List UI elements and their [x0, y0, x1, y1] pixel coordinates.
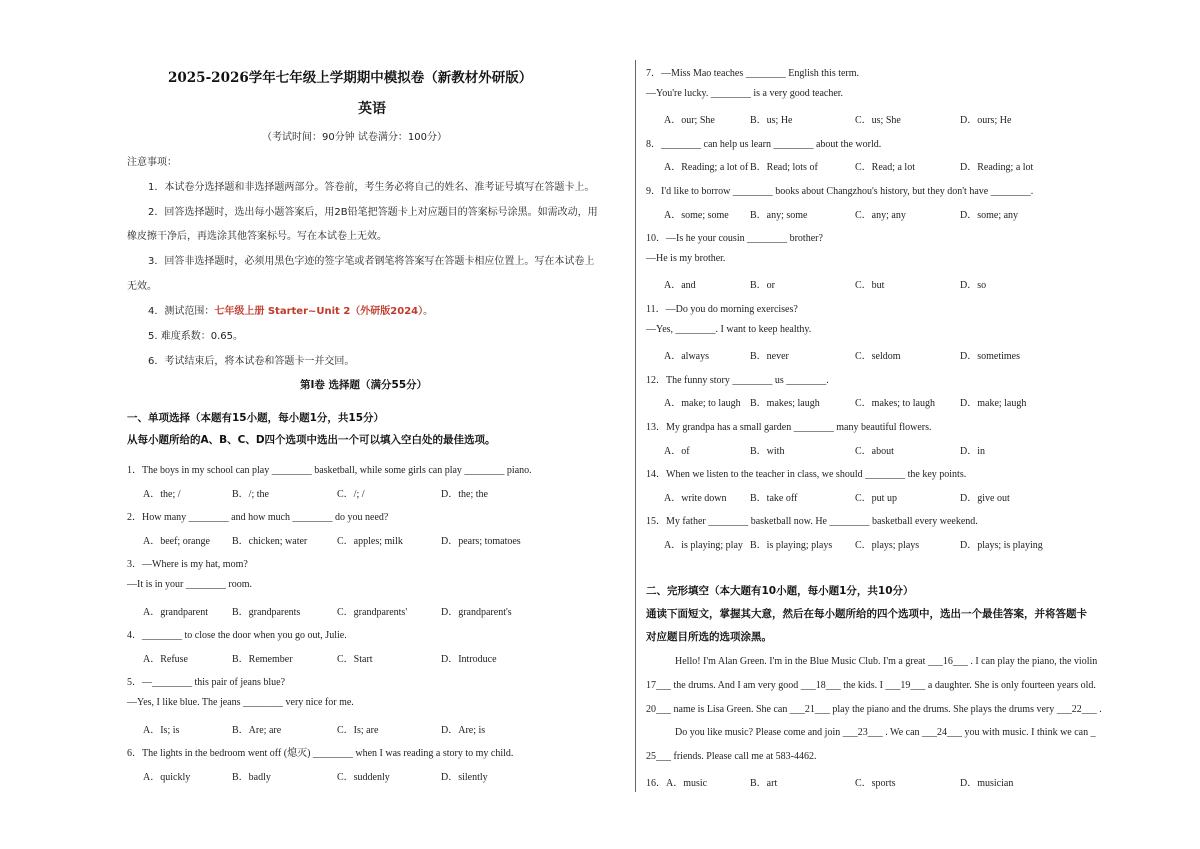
cloze-line-1: Hello! I'm Alan Green. I'm in the Blue Music Club. I'm a great ___16___ . I can play the piano, the violin [675, 656, 1098, 667]
cloze-line-4: Do you like music? Please come and join ___23___ . We can ___24___ you with music. I think we can _ [675, 727, 1096, 738]
question-option-c: C．us; She [855, 115, 901, 127]
exam-info: （考试时间：90分钟 试卷满分：100分） [262, 132, 447, 143]
question-dialogue-line: —Yes, I like blue. The jeans ________ very nice for me. [127, 697, 354, 708]
question-option-c: C．but [855, 280, 885, 292]
question-stem: 9．I'd like to borrow ________ books about Changzhou's history, but they don't have ________. [646, 186, 1034, 197]
note-2a: 2．回答选择题时，选出每小题答案后，用2B铅笔把答题卡上对应题目的答案标号涂黑。如需改动，用 [148, 207, 598, 218]
question-option-c: C．grandparents' [337, 606, 408, 618]
question-option-b: B．is playing; plays [750, 540, 833, 551]
question-option-d: D．the; the [441, 488, 488, 500]
question-option-a: A．always [664, 351, 709, 363]
exam-title: 2025-2026学年七年级上学期期中模拟卷（新教材外研版） [168, 70, 533, 86]
question-option-a: A．grandparent [143, 606, 208, 618]
q16-option-b: B．art [750, 778, 778, 789]
question-option-a: A．write down [664, 492, 727, 504]
question-option-c: C．plays; plays [855, 540, 920, 551]
question-stem: 5．—________ this pair of jeans blue? [127, 677, 286, 689]
section-2-instructions-b: 对应题目所选的选项涂黑。 [646, 631, 772, 643]
question-option-c: C．Read; a lot [855, 162, 915, 174]
question-option-b: B．with [750, 445, 785, 457]
question-option-c: C．/; / [337, 488, 365, 500]
question-stem: 2．How many ________ and how much ________ do you need? [127, 512, 389, 524]
question-dialogue-line: —It is in your ________ room. [127, 579, 252, 590]
question-option-b: B．or [750, 280, 775, 292]
question-option-b: B．us; He [750, 115, 793, 127]
question-option-d: D．silently [441, 771, 488, 783]
cloze-line-5: 25___ friends. Please call me at 583-4462. [646, 751, 817, 762]
question-option-c: C．Start [337, 653, 373, 665]
question-option-a: A．Is; is [143, 724, 180, 736]
test-range: 七年级上册 Starter~Unit 2（外研版2024） [214, 306, 424, 317]
section-1-title: 一、单项选择（本题有15小题，每小题1分，共15分） [127, 412, 385, 424]
question-option-a: A．and [664, 280, 696, 292]
question-option-c: C．apples; milk [337, 535, 403, 547]
question-option-d: D．pears; tomatoes [441, 535, 521, 547]
section-2-title: 二、完形填空（本大题有10小题，每小题1分，共10分） [646, 585, 914, 597]
question-option-c: C．put up [855, 492, 897, 504]
question-option-b: B．grandparents [232, 606, 301, 618]
question-stem: 4．________ to close the door when you go out, Julie. [127, 630, 347, 642]
section-2-instructions-a: 通读下面短文，掌握其大意，然后在每小题所给的四个选项中，选出一个最佳答案，并将答题卡 [646, 608, 1087, 620]
question-option-a: A．is playing; play [664, 540, 743, 551]
question-stem: 14．When we listen to the teacher in class, we should ________ the key points. [646, 469, 967, 481]
note-4-suffix: 。 [423, 306, 434, 317]
question-option-a: A．Reading; a lot of [664, 162, 749, 174]
note-1: 1．本试卷分选择题和非选择题两部分。答卷前，考生务必将自己的姓名、准考证号填写在答题卡上。 [148, 182, 595, 193]
column-divider [635, 60, 636, 792]
question-option-b: B．any; some [750, 209, 808, 221]
question-option-a: A．beef; orange [143, 535, 210, 547]
question-option-b: B．Read; lots of [750, 162, 818, 174]
question-option-c: C．makes; to laugh [855, 398, 935, 410]
question-stem: 3．—Where is my hat, mom? [127, 559, 248, 571]
question-dialogue-line: —He is my brother. [646, 252, 726, 264]
question-option-a: A．quickly [143, 771, 191, 783]
question-option-d: D．ours; He [960, 115, 1012, 127]
question-option-b: B．take off [750, 492, 798, 504]
question-stem: 7．—Miss Mao teaches ________ English this term. [646, 68, 860, 79]
question-option-d: D．give out [960, 492, 1010, 504]
question-option-d: D．make; laugh [960, 398, 1027, 410]
cloze-line-2: 17___ the drums. And I am very good ___18___ the kids. I ___19___ a daughter. She is only fourteen years old. [646, 680, 1096, 691]
subject-title: 英语 [358, 101, 386, 117]
question-option-a: A．the; / [143, 488, 181, 500]
notes-heading: 注意事项： [127, 157, 177, 168]
q16-option-d: D．musician [960, 778, 1014, 789]
question-option-c: C．suddenly [337, 771, 390, 783]
note-4-prefix: 4．测试范围： [148, 306, 215, 317]
part-1-heading: 第Ⅰ卷 选择题（满分55分） [300, 379, 428, 391]
question-option-d: D．so [960, 280, 987, 292]
q16-option-a: 16．A．music [646, 778, 708, 789]
question-option-b: B．Remember [232, 653, 293, 665]
note-4 [148, 302, 433, 317]
question-option-c: C．Is; are [337, 724, 379, 736]
question-option-a: A．of [664, 445, 690, 457]
section-1-instructions: 从每小题所给的A、B、C、D四个选项中选出一个可以填入空白处的最佳选项。 [127, 434, 496, 446]
question-option-d: D．Reading; a lot [960, 162, 1034, 174]
note-6: 6．考试结束后，将本试卷和答题卡一并交回。 [148, 356, 355, 367]
question-option-b: B．chicken; water [232, 535, 308, 547]
question-stem: 10．—Is he your cousin ________ brother? [646, 233, 823, 245]
question-stem: 1．The boys in my school can play ________ basketball, while some girls can play ________ piano. [127, 465, 532, 476]
question-option-c: C．seldom [855, 351, 901, 363]
question-option-a: A．Refuse [143, 653, 188, 665]
question-option-a: A．make; to laugh [664, 398, 741, 410]
question-option-c: C．about [855, 445, 894, 457]
note-5: 5. 难度系数：0.65。 [148, 331, 243, 342]
question-option-d: D．in [960, 445, 985, 457]
question-option-b: B．badly [232, 771, 271, 783]
question-option-b: B．/; the [232, 488, 269, 500]
note-3a: 3．回答非选择题时，必须用黑色字迹的签字笔或者钢笔将答案写在答题卡相应位置上。写在本试卷上 [148, 256, 595, 267]
q16-option-c: C．sports [855, 778, 896, 789]
question-option-d: D．Are; is [441, 724, 486, 736]
question-option-d: D．grandparent's [441, 606, 512, 618]
question-dialogue-line: —You're lucky. ________ is a very good teacher. [646, 87, 844, 99]
question-stem: 11．—Do you do morning exercises? [646, 304, 798, 315]
question-option-a: A．our; She [664, 115, 715, 127]
question-stem: 12．The funny story ________ us ________. [646, 374, 829, 386]
question-stem: 13．My grandpa has a small garden ________ many beautiful flowers. [646, 422, 932, 433]
question-option-b: B．Are; are [232, 724, 282, 736]
question-option-b: B．never [750, 351, 789, 363]
question-option-a: A．some; some [664, 209, 729, 221]
question-dialogue-line: —Yes, ________. I want to keep healthy. [646, 323, 812, 335]
note-2b: 橡皮擦干净后，再选涂其他答案标号。写在本试卷上无效。 [127, 231, 387, 242]
question-stem: 8．________ can help us learn ________ about the world. [646, 138, 882, 150]
question-stem: 15．My father ________ basketball now. He ________ basketball every weekend. [646, 516, 978, 528]
note-3b: 无效。 [127, 281, 157, 292]
cloze-line-3: 20___ name is Lisa Green. She can ___21___ play the piano and the drums. She plays the drums very ___22___ . [646, 704, 1102, 715]
question-option-c: C．any; any [855, 209, 906, 221]
question-option-d: D．some; any [960, 209, 1019, 221]
question-option-d: D．Introduce [441, 653, 497, 665]
question-option-b: B．makes; laugh [750, 398, 820, 410]
question-stem: 6．The lights in the bedroom went off (熄灭) ________ when I was reading a story to my child. [127, 748, 514, 760]
question-option-d: D．plays; is playing [960, 540, 1043, 551]
question-option-d: D．sometimes [960, 351, 1020, 363]
